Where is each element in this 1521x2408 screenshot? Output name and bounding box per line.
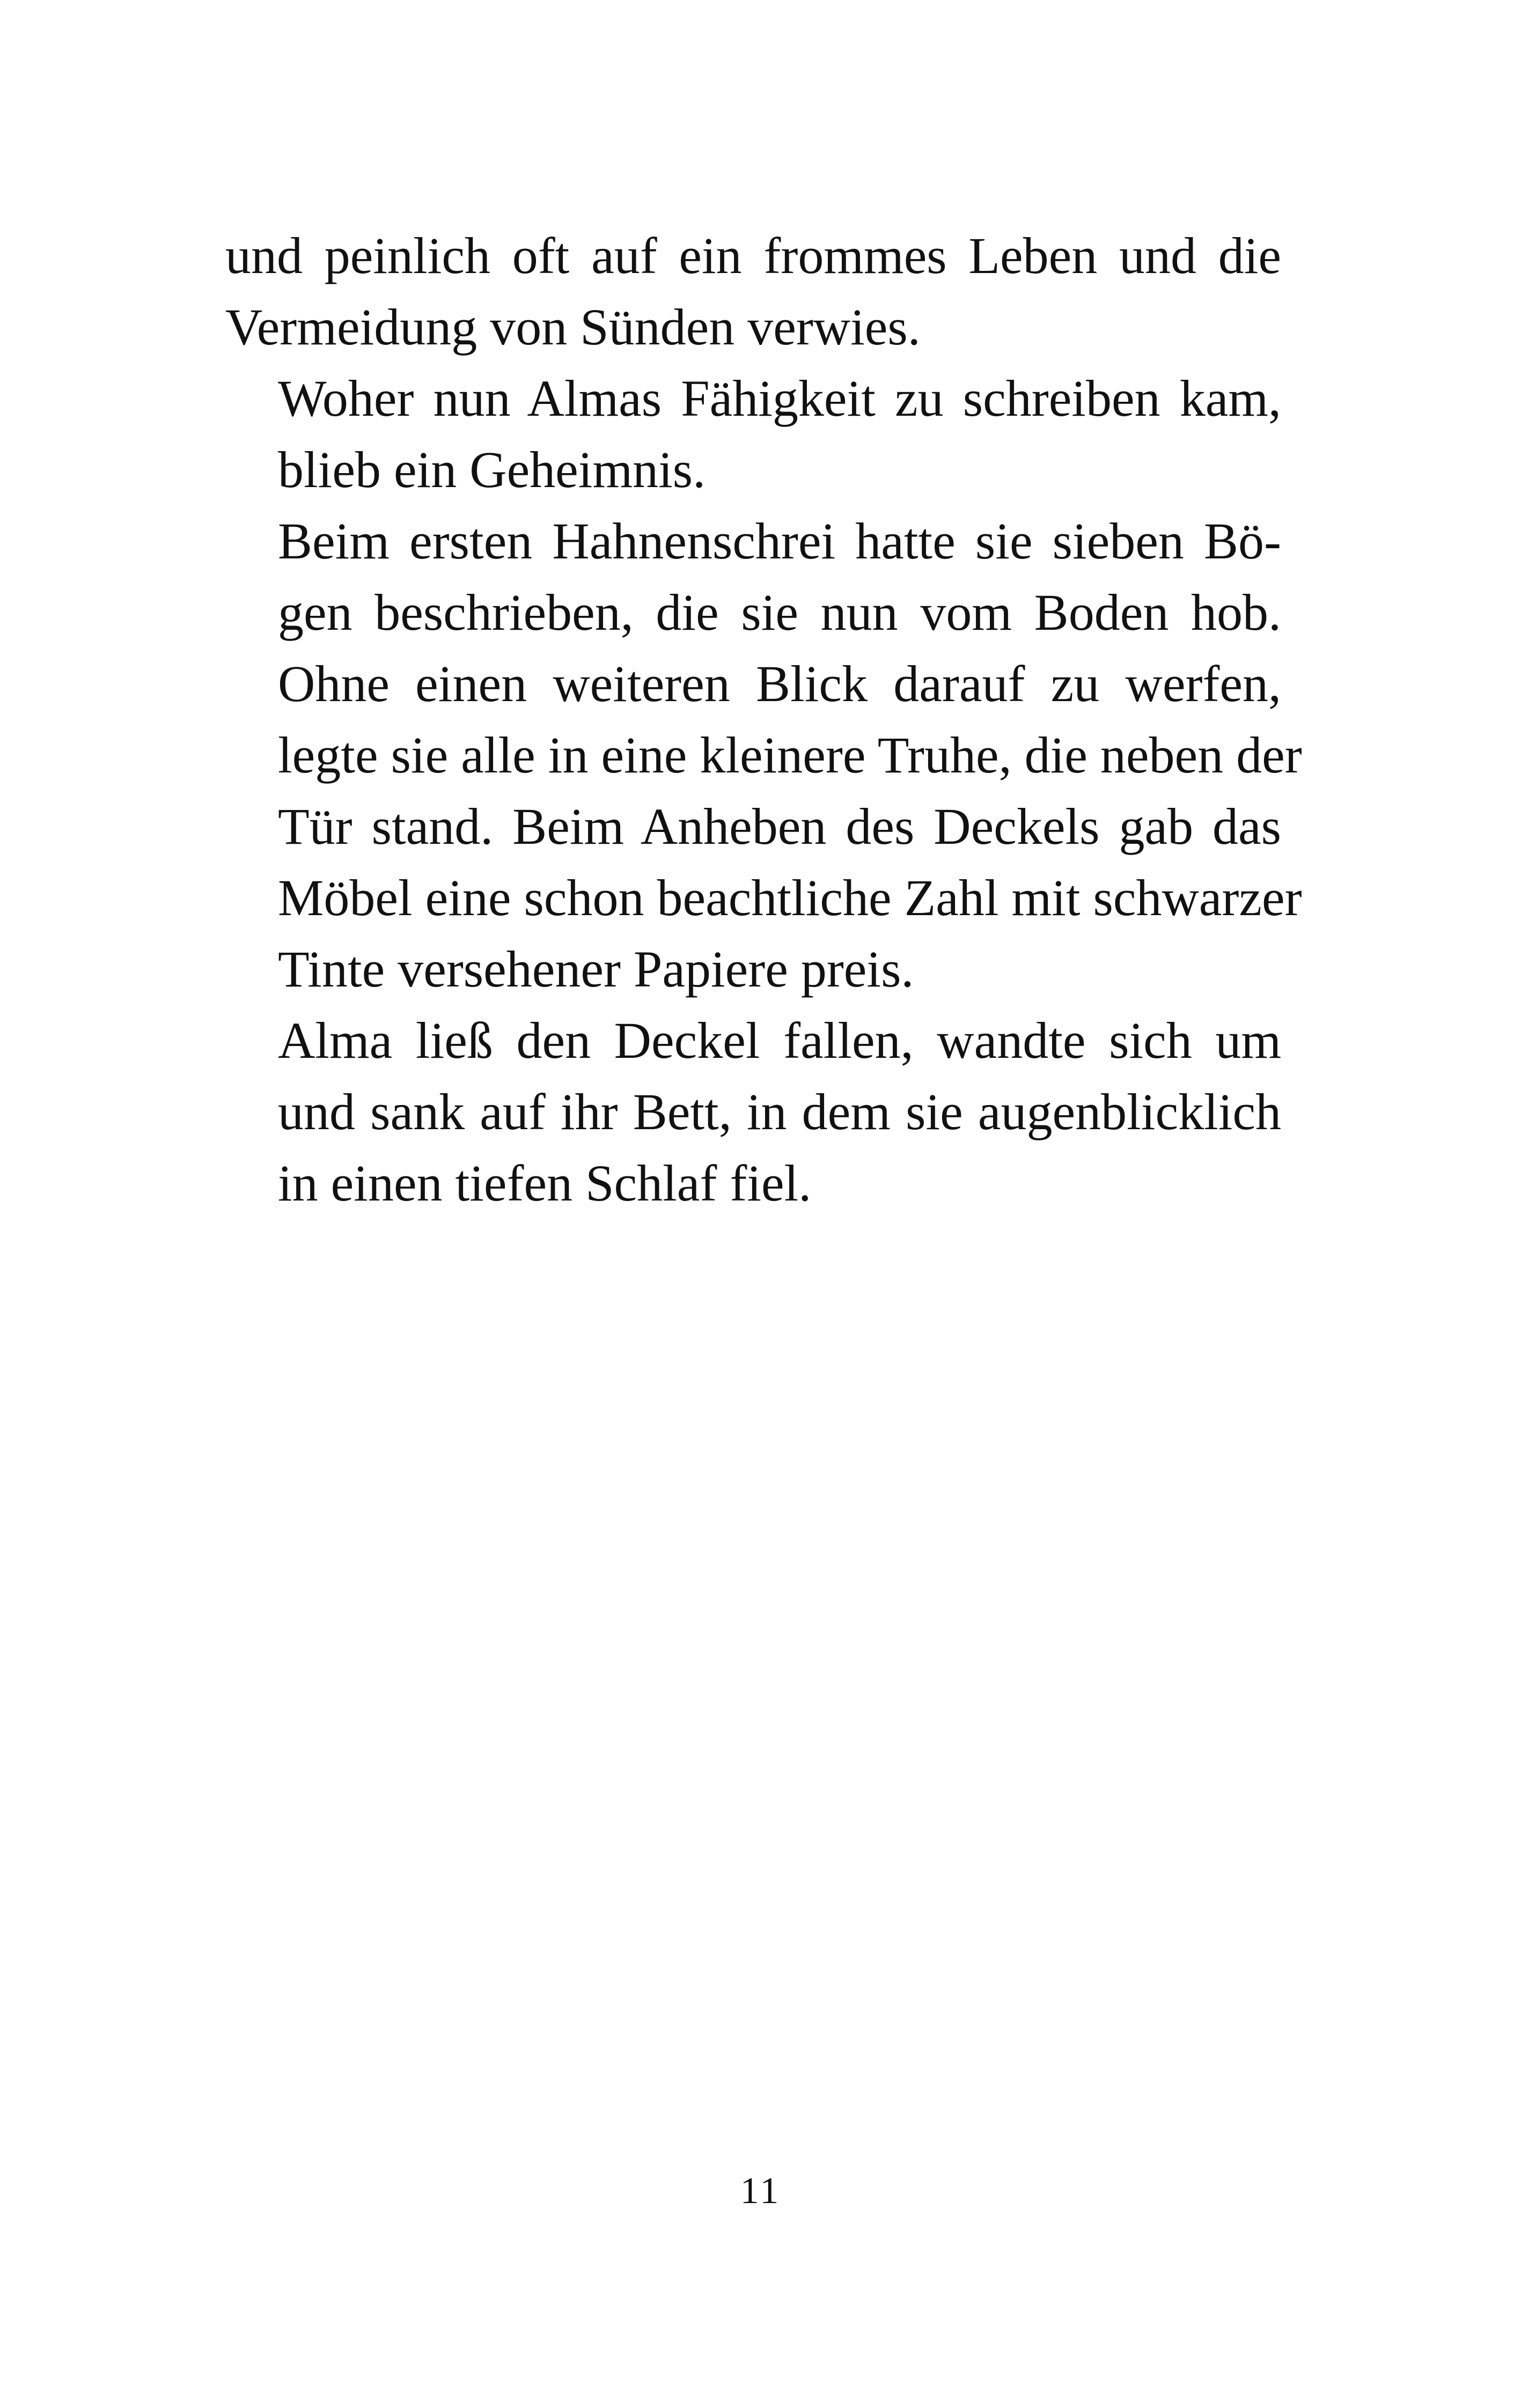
text-line: gen beschrieben, die sie nun vom Boden hob. bbox=[278, 584, 1281, 641]
text-line: Ohne einen weiteren Blick darauf zu werfen, bbox=[278, 655, 1281, 712]
text-line: Alma ließ den Deckel fallen, wandte sich um bbox=[278, 1012, 1281, 1069]
text-line: Woher nun Almas Fähigkeit zu schreiben kam, bbox=[278, 370, 1281, 427]
text-line: und sank auf ihr Bett, in dem sie augenblicklich bbox=[278, 1083, 1281, 1140]
text-line: legte sie alle in eine kleinere Truhe, die neben der bbox=[278, 726, 1302, 784]
paragraph bbox=[225, 505, 1302, 1005]
text-line: Vermeidung von Sünden verwies. bbox=[225, 298, 921, 356]
paragraph bbox=[225, 220, 1281, 363]
text-line: Tür stand. Beim Anheben des Deckels gab das bbox=[278, 798, 1281, 855]
text-line: Möbel eine schon beachtliche Zahl mit schwarzer bbox=[278, 869, 1302, 926]
page-body bbox=[225, 220, 1302, 1219]
text-line: Beim ersten Hahnenschrei hatte sie sieben Bö- bbox=[278, 512, 1281, 570]
paragraph bbox=[225, 363, 1281, 505]
text-line: Tinte versehener Papiere preis. bbox=[278, 940, 914, 998]
text-line: blieb ein Geheimnis. bbox=[278, 441, 706, 498]
paragraph bbox=[225, 1005, 1281, 1219]
text-line: und peinlich oft auf ein frommes Leben und die bbox=[225, 227, 1281, 284]
page-number: 11 bbox=[740, 2170, 781, 2212]
text-line: in einen tiefen Schlaf fiel. bbox=[278, 1154, 812, 1212]
